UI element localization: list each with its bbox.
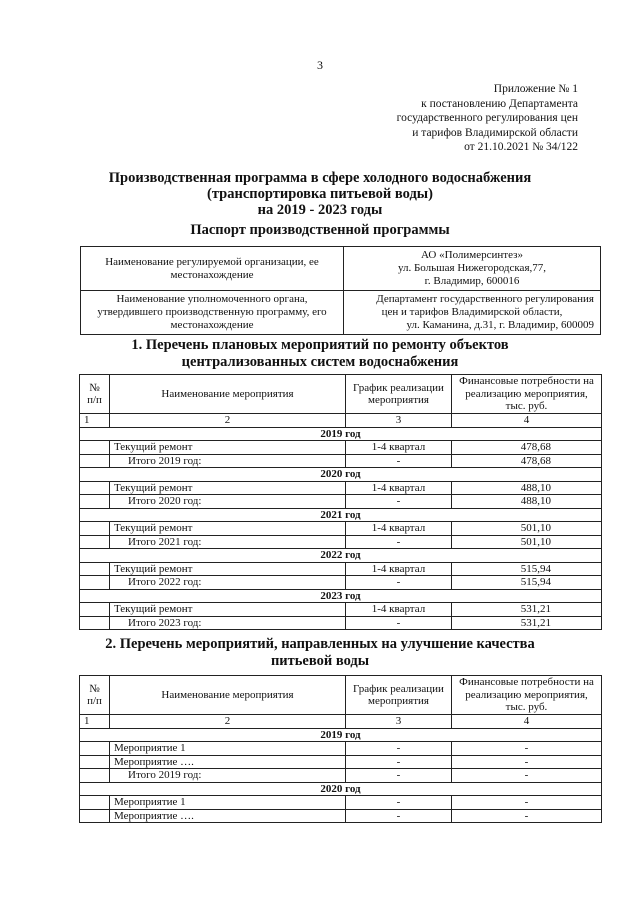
passport-heading: Паспорт производственной программы (190, 222, 450, 238)
value-cell: - (452, 742, 602, 756)
header-num: № п/п (80, 676, 110, 715)
water-quality-table (79, 675, 602, 823)
schedule-cell: - (346, 495, 452, 509)
num-cell (80, 454, 110, 468)
num-cell (80, 742, 110, 756)
total-row (80, 495, 602, 509)
num-cell (80, 576, 110, 590)
table-row (80, 809, 602, 823)
title-line: на 2019 - 2023 годы (257, 202, 383, 218)
schedule-cell: - (346, 535, 452, 549)
num-cell (80, 495, 110, 509)
table-header-row (80, 375, 602, 414)
value-cell: 501,10 (452, 522, 602, 536)
passport-value-line: цен и тарифов Владимирской области, (381, 306, 563, 318)
value-cell: 531,21 (452, 616, 602, 630)
num-cell (80, 809, 110, 823)
num-cell (80, 769, 110, 783)
passport-row (81, 247, 601, 291)
total-label: Итого 2022 год: (110, 576, 346, 590)
total-label: Итого 2021 год: (110, 535, 346, 549)
appendix-line: государственного регулирования цен (396, 112, 578, 124)
schedule-cell: - (346, 809, 452, 823)
passport-value (344, 247, 601, 291)
passport-value-line: ул. Каманина, д.31, г. Владимир, 600009 (406, 319, 594, 331)
index-cell: 1 (80, 715, 110, 729)
table-row (80, 562, 602, 576)
num-cell (80, 562, 110, 576)
value-cell: 488,10 (452, 481, 602, 495)
passport-label: Наименование уполномоченного органа, утвердившего производственную программу, его местонахождение (81, 291, 344, 335)
num-cell (80, 441, 110, 455)
schedule-cell: - (346, 755, 452, 769)
index-cell: 2 (110, 414, 346, 428)
schedule-cell: 1-4 квартал (346, 481, 452, 495)
section-heading-line: питьевой воды (270, 653, 370, 669)
num-cell (80, 603, 110, 617)
value-cell: - (452, 755, 602, 769)
year-label: 2023 год (80, 589, 602, 603)
value-cell: - (452, 769, 602, 783)
schedule-cell: - (346, 576, 452, 590)
item-name: Текущий ремонт (110, 562, 346, 576)
table-row (80, 441, 602, 455)
schedule-cell: 1-4 квартал (346, 603, 452, 617)
header-schedule: График реализации мероприятия (346, 375, 452, 414)
total-label: Итого 2019 год: (110, 454, 346, 468)
num-cell (80, 535, 110, 549)
year-label: 2021 год (80, 508, 602, 522)
schedule-cell: - (346, 616, 452, 630)
year-label: 2019 год (80, 427, 602, 441)
year-label: 2020 год (80, 468, 602, 482)
total-row (80, 769, 602, 783)
total-row (80, 454, 602, 468)
total-row (80, 535, 602, 549)
total-label: Итого 2019 год: (110, 769, 346, 783)
passport-value-line: г. Владимир, 600016 (424, 275, 520, 287)
year-label: 2022 год (80, 549, 602, 563)
table-row (80, 742, 602, 756)
value-cell: 478,68 (452, 441, 602, 455)
year-row (80, 549, 602, 563)
appendix-line: к постановлению Департамента (421, 97, 578, 110)
item-name: Мероприятие 1 (110, 796, 346, 810)
page-number: 3 (317, 58, 323, 72)
table-row (80, 522, 602, 536)
schedule-cell: - (346, 769, 452, 783)
index-cell: 4 (452, 715, 602, 729)
num-cell (80, 755, 110, 769)
table-row (80, 796, 602, 810)
document-title (0, 170, 640, 218)
year-row (80, 589, 602, 603)
item-name: Мероприятие …. (110, 809, 346, 823)
table-row (80, 755, 602, 769)
header-finance: Финансовые потребности на реализацию мероприятия, тыс. руб. (452, 676, 602, 715)
table-header-row (80, 676, 602, 715)
header-name: Наименование мероприятия (110, 375, 346, 414)
year-row (80, 508, 602, 522)
passport-value (344, 291, 601, 335)
index-row (80, 715, 602, 729)
value-cell: 531,21 (452, 603, 602, 617)
index-cell: 1 (80, 414, 110, 428)
year-row (80, 728, 602, 742)
index-row (80, 414, 602, 428)
passport-row (81, 291, 601, 335)
appendix-line: от 21.10.2021 № 34/122 (464, 141, 578, 153)
value-cell: 515,94 (452, 576, 602, 590)
index-cell: 2 (110, 715, 346, 729)
index-cell: 4 (452, 414, 602, 428)
schedule-cell: 1-4 квартал (346, 441, 452, 455)
header-num: № п/п (80, 375, 110, 414)
item-name: Текущий ремонт (110, 603, 346, 617)
total-row (80, 576, 602, 590)
item-name: Мероприятие 1 (110, 742, 346, 756)
appendix-line: Приложение № 1 (493, 83, 578, 95)
title-line: (транспортировка питьевой воды) (207, 186, 433, 202)
section-heading-line: 1. Перечень плановых мероприятий по ремонту объектов (131, 337, 509, 353)
header-schedule: График реализации мероприятия (346, 676, 452, 715)
item-name: Текущий ремонт (110, 441, 346, 455)
passport-label: Наименование регулируемой организации, ее местонахождение (81, 247, 344, 291)
year-label: 2020 год (80, 782, 602, 796)
year-row (80, 782, 602, 796)
value-cell: - (452, 796, 602, 810)
num-cell (80, 522, 110, 536)
title-line: Производственная программа в сфере холодного водоснабжения (108, 170, 532, 186)
index-cell: 3 (346, 414, 452, 428)
schedule-cell: 1-4 квартал (346, 522, 452, 536)
num-cell (80, 481, 110, 495)
table-row (80, 481, 602, 495)
table-row (80, 603, 602, 617)
value-cell: 488,10 (452, 495, 602, 509)
item-name: Текущий ремонт (110, 481, 346, 495)
passport-value-line: ул. Большая Нижегородская,77, (397, 262, 547, 274)
value-cell: 478,68 (452, 454, 602, 468)
section-heading-line: 2. Перечень мероприятий, направленных на улучшение качества (105, 636, 535, 652)
schedule-cell: 1-4 квартал (346, 562, 452, 576)
item-name: Мероприятие …. (110, 755, 346, 769)
year-row (80, 427, 602, 441)
passport-value-line: АО «Полимерсинтез» (421, 249, 523, 261)
total-label: Итого 2023 год: (110, 616, 346, 630)
passport-value-line: Департамент государственного регулирования (376, 293, 594, 305)
section1-heading (0, 337, 640, 371)
passport-table (80, 246, 601, 335)
year-row (80, 468, 602, 482)
schedule-cell: - (346, 454, 452, 468)
value-cell: 501,10 (452, 535, 602, 549)
total-row (80, 616, 602, 630)
value-cell: 515,94 (452, 562, 602, 576)
num-cell (80, 796, 110, 810)
num-cell (80, 616, 110, 630)
item-name: Текущий ремонт (110, 522, 346, 536)
header-finance: Финансовые потребности на реализацию мероприятия, тыс. руб. (452, 375, 602, 414)
total-label: Итого 2020 год: (110, 495, 346, 509)
appendix-block (397, 82, 578, 155)
section-heading-line: централизованных систем водоснабжения (181, 354, 459, 370)
index-cell: 3 (346, 715, 452, 729)
appendix-line: и тарифов Владимирской области (412, 126, 578, 139)
section2-heading (0, 636, 640, 670)
schedule-cell: - (346, 742, 452, 756)
value-cell: - (452, 809, 602, 823)
schedule-cell: - (346, 796, 452, 810)
header-name: Наименование мероприятия (110, 676, 346, 715)
year-label: 2019 год (80, 728, 602, 742)
repair-measures-table (79, 374, 602, 630)
